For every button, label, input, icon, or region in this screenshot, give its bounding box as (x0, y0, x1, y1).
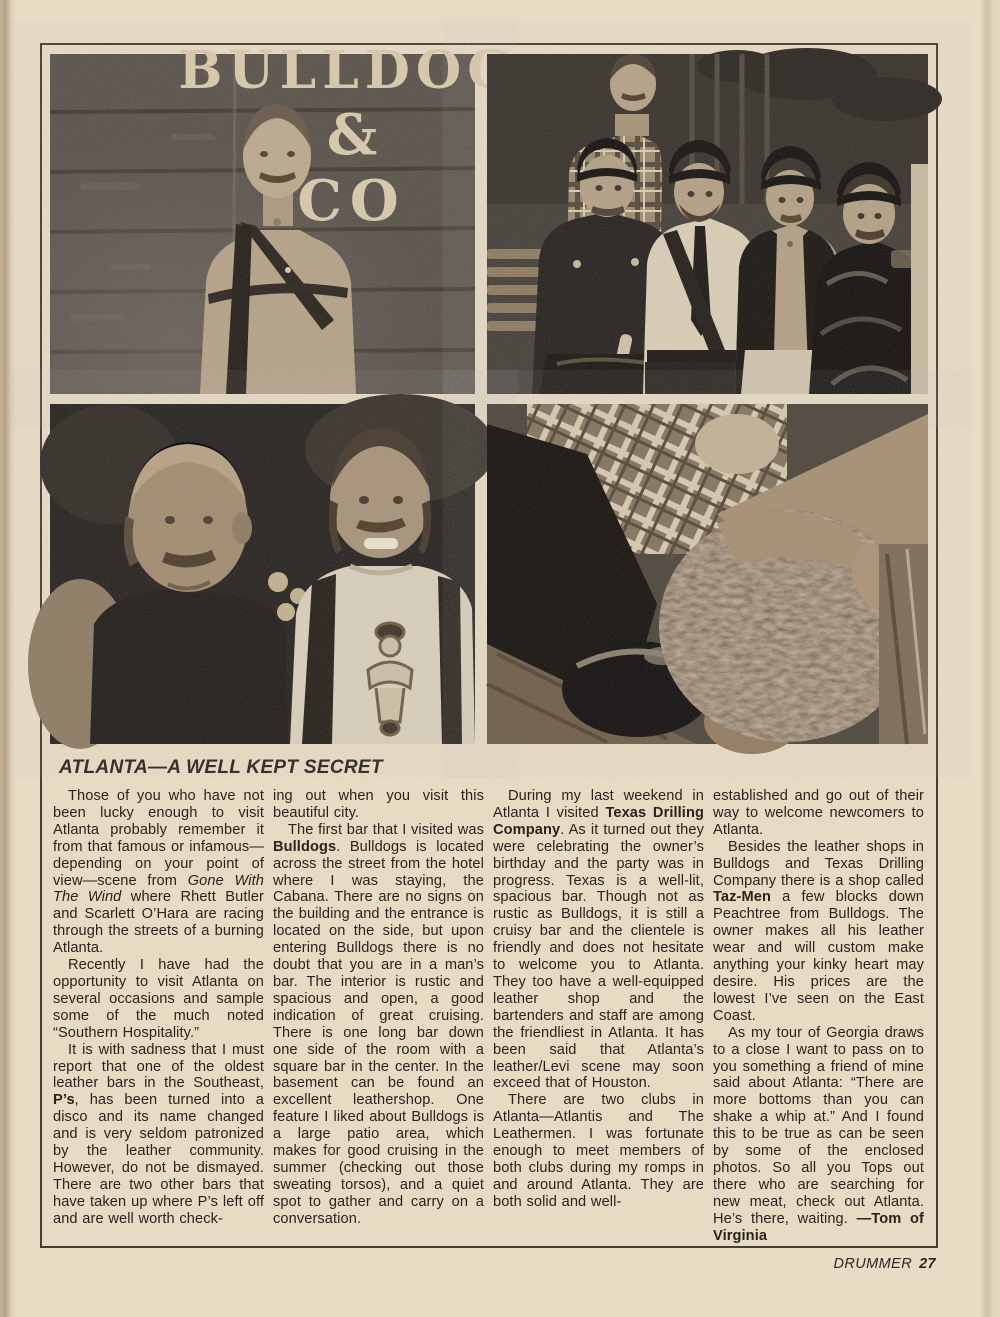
text-segment: P’s (53, 1092, 75, 1109)
text-segment: Besides the leather shops in Bulldogs and Texas Drilling Company there is a shop called (713, 838, 924, 889)
photo-bulldog-illustration (50, 54, 475, 394)
photo-group-illustration (487, 54, 928, 394)
article-paragraph (713, 788, 924, 839)
text-segment: , has been turned into a disco and its name changed and is very seldom patronized by the leather community. However, do not be dismayed. There are two other bars that have taken up where P’s left off and are well worth check- (53, 1092, 264, 1227)
text-segment: Gone With The Wind (53, 872, 264, 906)
article-paragraph (713, 1025, 924, 1245)
text-segment: Those of you who have not been lucky enough to visit Atlanta probably remember it from that famous or infamous—depending on your point of view—scene from (53, 788, 264, 889)
article-paragraph (53, 957, 264, 1042)
page-frame (40, 43, 938, 1248)
text-segment: Bulldogs (273, 838, 337, 855)
photo-leather-group (487, 54, 928, 394)
page-footer (834, 1256, 936, 1272)
text-segment: Texas Drilling Company (493, 804, 704, 838)
text-segment: There are two clubs in Atlanta—Atlantis and The Leathermen. I was fortunate enough to meet members of both clubs during my romps in and around Atlanta. They are both solid and well- (493, 1092, 704, 1210)
text-segment: . As it turned out they were celebrating the owner’s birthday and the party was in progress. Texas is a well-lit, spacious bar. Though not as rustic as Bulldogs, it is still a cruisy bar and the clientele is friendly and does not hesitate to welcome you to Atlanta. They too have a well-equipped leather shop and the bartenders and staff are among the friendliest in Atlanta. It has been said that Atlanta’s leather/Levi scene may soon exceed that of Houston. (493, 821, 704, 1092)
text-segment: Taz-Men (713, 889, 771, 906)
article-column-2 (273, 788, 484, 1244)
article (50, 757, 928, 1244)
article-paragraph (53, 1042, 264, 1228)
photo-two-men (50, 404, 475, 744)
text-segment: During my last weekend in Atlanta I visited (493, 788, 704, 821)
text-segment: Recently I have had the opportunity to visit Atlanta on several occasions and sample some of the much noted “Southern Hospitality.” (53, 957, 264, 1041)
text-segment: It is with sadness that I must report that one of the oldest leather bars in the Southeast, (53, 1041, 264, 1092)
page-number: 27 (919, 1256, 936, 1272)
photo-boot-illustration (487, 404, 928, 744)
text-segment: a few blocks down Peachtree from Bulldogs. The owner makes all his leather wear and will custom make anything your kinky heart may desire. His prices are the lowest I’ve seen on the East Coast. (713, 889, 924, 1024)
text-segment: where Rhett Butler and Scarlett O’Hara are racing through the streets of a burning Atlanta. (53, 889, 264, 957)
text-segment: —Tom of Virginia (713, 1210, 924, 1244)
page-edge-shadow-right (980, 0, 1000, 1317)
photo-grid (50, 54, 928, 744)
article-paragraph (493, 1092, 704, 1210)
article-paragraph (713, 839, 924, 1025)
article-title: ATLANTA—A WELL KEPT SECRET (59, 757, 383, 778)
text-segment: established and go out of their way to welcome newcomers to Atlanta. (713, 788, 924, 838)
article-column-1 (53, 788, 264, 1244)
text-segment: ing out when you visit this beautiful city. (273, 788, 484, 821)
article-paragraph (53, 788, 264, 957)
page-edge-shadow-left (0, 0, 16, 1317)
article-paragraph (273, 788, 484, 822)
photo-bulldog-harness-man (50, 54, 475, 394)
text-segment: . Bulldogs is located across the street from the hotel where I was staying, the Cabana. There are no signs on the building and the entrance is located on the side, but upon entering Bulldogs there is no doubt that you are in a man’s bar. The interior is rustic and spacious and open, a good indication of great cruising. There is one long bar down one side of the room with a square bar in the center. In the basement can be found an excellent leathershop. One feature I liked about Bulldogs is a large patio area, which makes for good cruising in the summer (checking out those sweating torsos), and a quiet spot to gather and carry on a conversation. (273, 838, 484, 1227)
article-paragraph (493, 788, 704, 1092)
text-segment: The first bar that I visited was (288, 821, 484, 838)
article-column-3 (493, 788, 704, 1244)
article-paragraph (273, 822, 484, 1228)
article-column-4 (713, 788, 924, 1244)
photo-two-men-illustration (50, 404, 475, 744)
article-columns (53, 788, 925, 1244)
magazine-name: DRUMMER (833, 1256, 913, 1272)
text-segment: As my tour of Georgia draws to a close I want to pass on to you something a friend of mine said about Atlanta: “There are more bottoms than you can shake a whip at.” And I found this to be true as can be seen by some of the enclosed photos. So all you Tops out there who are searching for new meat, check out Atlanta. He’s there, waiting. (713, 1024, 924, 1227)
photo-boot-shining (487, 404, 928, 744)
